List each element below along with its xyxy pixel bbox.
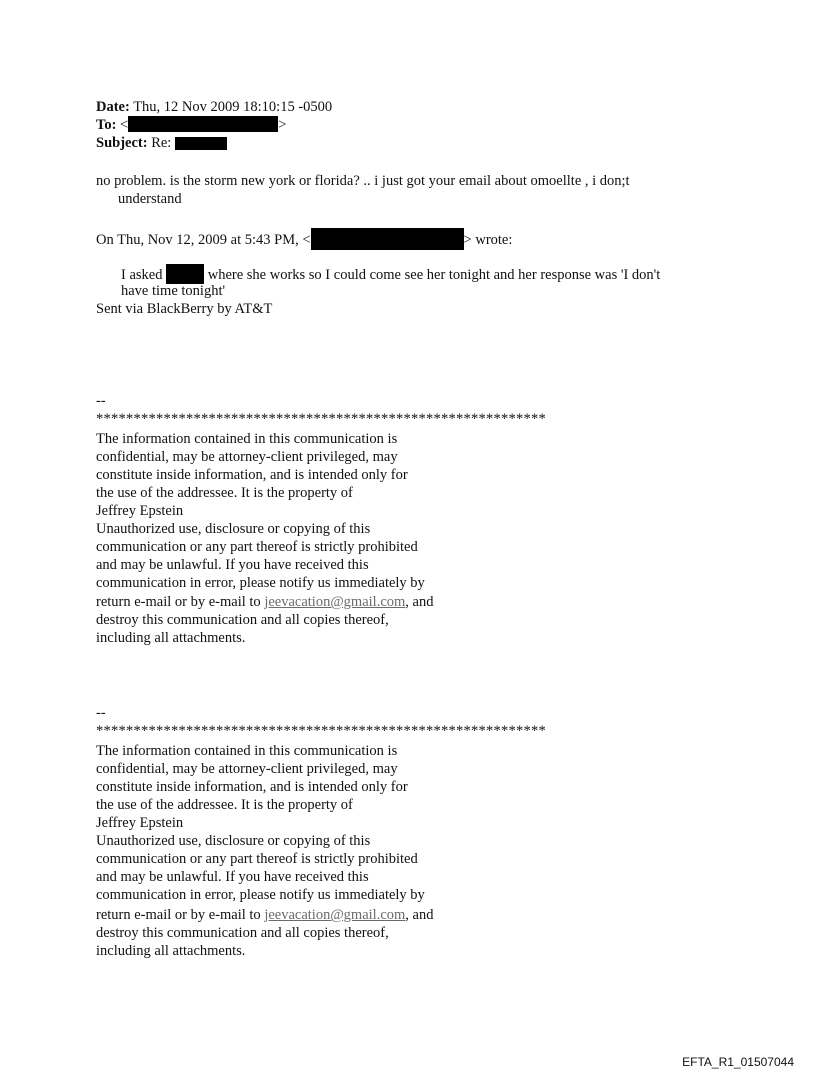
signature-line: Sent via BlackBerry by AT&T: [96, 301, 273, 317]
disclaimer-line: Unauthorized use, disclosure or copying of this: [96, 521, 371, 537]
date-value: Thu, 12 Nov 2009 18:10:15 -0500: [133, 99, 333, 115]
disclaimer-line: The information contained in this communication is: [96, 743, 398, 759]
disclaimer-email-suffix: , and: [405, 907, 434, 923]
disclaimer-line: and may be unlawful. If you have received this: [96, 869, 369, 885]
disclaimer-line: Jeffrey Epstein: [96, 503, 184, 519]
to-open-bracket: <: [120, 117, 129, 133]
email-link[interactable]: jeevacation@gmail.com: [264, 594, 406, 610]
disclaimer-line: constitute inside information, and is intended only for: [96, 467, 408, 483]
disclaimer-line: including all attachments.: [96, 630, 246, 646]
disclaimer-line: destroy this communication and all copies thereof,: [96, 612, 389, 628]
separator-stars: ************************************************************: [96, 411, 546, 427]
disclaimer-line: The information contained in this communication is: [96, 431, 398, 447]
to-close-bracket: >: [278, 117, 287, 133]
disclaimer-line: communication in error, please notify us immediately by: [96, 887, 425, 903]
disclaimer-line: Jeffrey Epstein: [96, 815, 184, 831]
disclaimer-line: constitute inside information, and is intended only for: [96, 779, 408, 795]
email-link[interactable]: jeevacation@gmail.com: [264, 907, 406, 923]
redaction-block: [128, 116, 278, 132]
quoted-line-2: have time tonight': [121, 283, 226, 299]
redaction-block: [175, 137, 227, 150]
separator-dash: --: [96, 705, 106, 721]
disclaimer-email-line: [96, 593, 433, 611]
disclaimer-line: including all attachments.: [96, 943, 246, 959]
disclaimer-line: and may be unlawful. If you have received this: [96, 557, 369, 573]
disclaimer-line: destroy this communication and all copies thereof,: [96, 925, 389, 941]
disclaimer-line: communication or any part thereof is strictly prohibited: [96, 539, 418, 555]
bates-number: EFTA_R1_01507044: [682, 1055, 794, 1069]
quoted-line-1: [121, 264, 660, 284]
header-subject-line: [96, 134, 227, 152]
disclaimer-email-suffix: , and: [405, 594, 434, 610]
disclaimer-line: communication in error, please notify us immediately by: [96, 575, 425, 591]
disclaimer-line: confidential, may be attorney-client privileged, may: [96, 449, 398, 465]
to-label: To:: [96, 117, 117, 133]
redaction-block: [166, 264, 204, 284]
quoted-line-1-start: I asked: [121, 267, 163, 283]
header-to-line: [96, 116, 286, 134]
disclaimer-line: confidential, may be attorney-client privileged, may: [96, 761, 398, 777]
quote-intro: [96, 228, 512, 250]
disclaimer-line: the use of the addressee. It is the property of: [96, 797, 353, 813]
disclaimer-line: communication or any part thereof is strictly prohibited: [96, 851, 418, 867]
disclaimer-line: the use of the addressee. It is the property of: [96, 485, 353, 501]
quote-intro-start: On Thu, Nov 12, 2009 at 5:43 PM, <: [96, 232, 311, 248]
reply-line-2: understand: [118, 191, 182, 207]
quote-intro-end: > wrote:: [463, 232, 513, 248]
subject-label: Subject:: [96, 135, 148, 151]
separator-dash: --: [96, 393, 106, 409]
header-date-line: [96, 98, 332, 116]
disclaimer-email-prefix: return e-mail or by e-mail to: [96, 594, 265, 610]
disclaimer-line: Unauthorized use, disclosure or copying of this: [96, 833, 371, 849]
reply-line-1: no problem. is the storm new york or florida? .. i just got your email about omoellte , i don;t: [96, 173, 630, 189]
separator-stars: ************************************************************: [96, 723, 546, 739]
disclaimer-email-line: [96, 906, 433, 924]
date-label: Date:: [96, 99, 130, 115]
disclaimer-email-prefix: return e-mail or by e-mail to: [96, 907, 265, 923]
quoted-line-1-end: where she works so I could come see her tonight and her response was 'I don't: [207, 267, 661, 283]
subject-value: Re:: [151, 135, 172, 151]
redaction-block: [311, 228, 464, 250]
